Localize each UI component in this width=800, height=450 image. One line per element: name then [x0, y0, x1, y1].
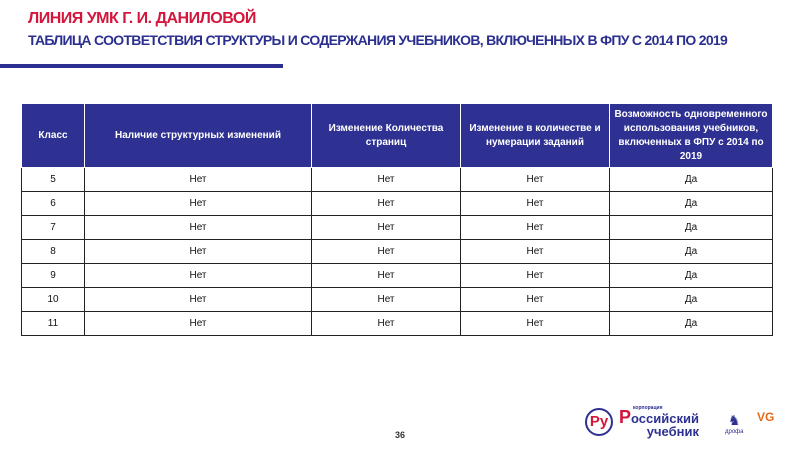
ventana-graf-logo: VG [757, 410, 775, 424]
table-cell: Нет [461, 312, 610, 336]
table-row [22, 216, 773, 240]
table-cell: Нет [85, 216, 312, 240]
page-title: ТАБЛИЦА СООТВЕТСТВИЯ СТРУКТУРЫ И СОДЕРЖАНИЯ УЧЕБНИКОВ, ВКЛЮЧЕННЫХ В ФПУ С 2014 ПО 2019 [28, 32, 728, 48]
table-cell: Нет [461, 168, 610, 192]
table-cell: Нет [312, 240, 461, 264]
logo-text: учебник [646, 424, 699, 439]
logo-text: Р [619, 407, 632, 427]
table-cell: Нет [312, 192, 461, 216]
table-cell: Нет [312, 288, 461, 312]
col-header: Изменение Количества страниц [312, 104, 461, 168]
logo-text: корпорация [633, 405, 663, 411]
table-cell: 8 [22, 240, 85, 264]
subtitle: ЛИНИЯ УМК Г. И. ДАНИЛОВОЙ [28, 10, 256, 27]
drofa-logo [725, 412, 743, 435]
table-cell: Да [610, 288, 773, 312]
table-row [22, 264, 773, 288]
table-header [22, 104, 773, 168]
table-cell: Нет [461, 240, 610, 264]
table-cell: Да [610, 192, 773, 216]
col-header: Возможность одновременного использования учебников, включенных в ФПУ с 2014 по 2019 [610, 104, 773, 168]
drofa-icon: ♞ [727, 412, 741, 428]
drofa-text: дрофа [725, 429, 744, 435]
ru-logo-icon: Ру [585, 408, 613, 436]
table-cell: Да [610, 240, 773, 264]
table-cell: 6 [22, 192, 85, 216]
page-number: 36 [395, 430, 406, 440]
logo-text: оссийский [631, 411, 699, 426]
table-cell: Нет [461, 264, 610, 288]
table-cell: Нет [85, 288, 312, 312]
table-cell: Нет [461, 288, 610, 312]
table-cell: Нет [461, 192, 610, 216]
table-cell: 5 [22, 168, 85, 192]
table-cell: Да [610, 216, 773, 240]
table-cell: Нет [85, 312, 312, 336]
table-row [22, 288, 773, 312]
table-cell: Нет [85, 240, 312, 264]
table-row [22, 192, 773, 216]
table-cell: Да [610, 312, 773, 336]
title-underline [0, 64, 283, 68]
table-cell: Нет [85, 192, 312, 216]
table-cell: 11 [22, 312, 85, 336]
col-header: Класс [22, 104, 85, 168]
table-row [22, 312, 773, 336]
table-cell: Да [610, 264, 773, 288]
table-cell: Нет [85, 168, 312, 192]
table-cell: Нет [312, 216, 461, 240]
table-cell: Да [610, 168, 773, 192]
table-cell: Нет [312, 264, 461, 288]
table-row [22, 168, 773, 192]
rossiysky-uchebnik-logo [585, 405, 699, 438]
table-row [22, 240, 773, 264]
table-cell: Нет [312, 168, 461, 192]
col-header: Изменение в количестве и нумерации заданий [461, 104, 610, 168]
table-cell: Нет [312, 312, 461, 336]
table-cell: Нет [85, 264, 312, 288]
col-header: Наличие структурных изменений [85, 104, 312, 168]
table-cell: 10 [22, 288, 85, 312]
comparison-table [21, 103, 773, 336]
table-cell: 9 [22, 264, 85, 288]
table-cell: Нет [461, 216, 610, 240]
table-cell: 7 [22, 216, 85, 240]
